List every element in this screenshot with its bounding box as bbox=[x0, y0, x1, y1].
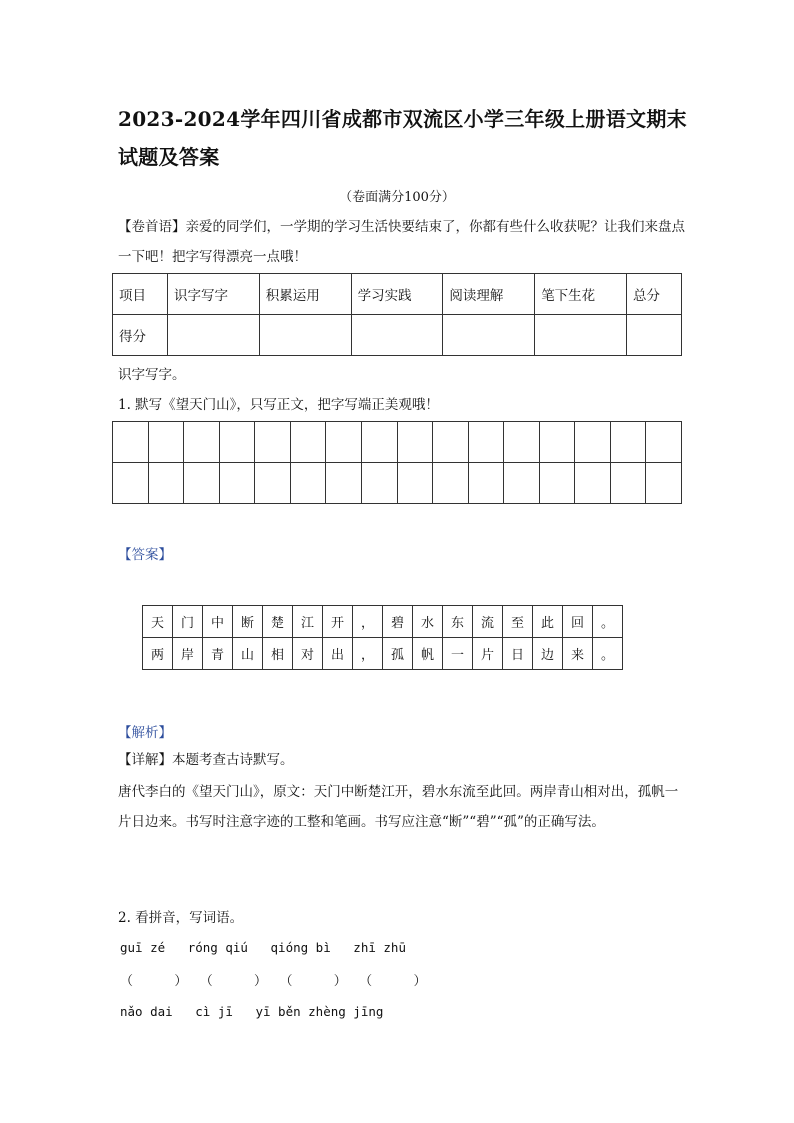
score-input-cell[interactable] bbox=[627, 315, 682, 356]
writing-cell[interactable] bbox=[397, 422, 433, 463]
answer-blanks-row: （ ） （ ） （ ） （ ） bbox=[120, 974, 427, 989]
writing-cell[interactable] bbox=[219, 422, 255, 463]
answer-cell: 流 bbox=[473, 606, 503, 638]
writing-cell[interactable] bbox=[468, 463, 504, 504]
score-header-cell: 总分 bbox=[627, 274, 682, 315]
score-header-cell: 笔下生花 bbox=[535, 274, 627, 315]
score-table bbox=[112, 273, 682, 356]
answer-cell: 来 bbox=[563, 638, 593, 670]
score-header-row bbox=[113, 274, 682, 315]
answer-table bbox=[142, 605, 623, 670]
writing-cell[interactable] bbox=[326, 463, 362, 504]
score-header-cell: 项目 bbox=[113, 274, 168, 315]
answer-cell: 。 bbox=[593, 606, 623, 638]
answer-cell: 边 bbox=[533, 638, 563, 670]
writing-cell[interactable] bbox=[539, 463, 575, 504]
explanation-text: 唐代李白的《望天门山》，原文：天门中断楚江开，碧水东流至此回。两岸青山相对出，孤帆一片日边来。书写时注意字迹的工整和笔画。书写应注意“断”“碧”“孤”的正确写法。 bbox=[118, 784, 679, 830]
writing-cell[interactable] bbox=[610, 422, 646, 463]
pinyin-row: guī zé róng qiú qióng bì zhī zhū bbox=[120, 940, 406, 955]
writing-cell[interactable] bbox=[290, 463, 326, 504]
answer-cell: 回 bbox=[563, 606, 593, 638]
answer-cell: 东 bbox=[443, 606, 473, 638]
score-value-row bbox=[113, 315, 682, 356]
answer-cell: 碧 bbox=[383, 606, 413, 638]
writing-cell[interactable] bbox=[255, 422, 291, 463]
answer-cell: 断 bbox=[233, 606, 263, 638]
answer-cell: 开 bbox=[323, 606, 353, 638]
writing-cell[interactable] bbox=[290, 422, 326, 463]
answer-cell: 至 bbox=[503, 606, 533, 638]
writing-cell[interactable] bbox=[361, 422, 397, 463]
score-input-cell[interactable] bbox=[259, 315, 351, 356]
writing-grid-row bbox=[113, 422, 682, 463]
writing-cell[interactable] bbox=[539, 422, 575, 463]
analysis-label: 【解析】 bbox=[118, 725, 172, 741]
writing-cell[interactable] bbox=[113, 463, 149, 504]
writing-cell[interactable] bbox=[610, 463, 646, 504]
writing-cell[interactable] bbox=[397, 463, 433, 504]
score-input-cell[interactable] bbox=[443, 315, 535, 356]
writing-grid bbox=[112, 421, 682, 504]
writing-cell[interactable] bbox=[504, 422, 540, 463]
answer-cell: 帆 bbox=[413, 638, 443, 670]
score-header-cell: 积累运用 bbox=[259, 274, 351, 315]
answer-cell: ， bbox=[353, 606, 383, 638]
writing-cell[interactable] bbox=[184, 422, 220, 463]
preface-text: 【卷首语】亲爱的同学们，一学期的学习生活快要结束了，你都有些什么收获呢？让我们来盘点一下吧！把字写得漂亮一点哦！ bbox=[118, 219, 685, 265]
answer-cell: 中 bbox=[203, 606, 233, 638]
answer-cell: 水 bbox=[413, 606, 443, 638]
answer-cell: 门 bbox=[173, 606, 203, 638]
answer-cell: 青 bbox=[203, 638, 233, 670]
answer-cell: 日 bbox=[503, 638, 533, 670]
answer-cell: 天 bbox=[143, 606, 173, 638]
writing-cell[interactable] bbox=[219, 463, 255, 504]
answer-cell: 片 bbox=[473, 638, 503, 670]
score-input-cell[interactable] bbox=[535, 315, 627, 356]
writing-cell[interactable] bbox=[326, 422, 362, 463]
answer-row bbox=[143, 638, 623, 670]
writing-cell[interactable] bbox=[433, 422, 469, 463]
question-2: 2. 看拼音，写词语。 bbox=[118, 910, 244, 926]
writing-cell[interactable] bbox=[433, 463, 469, 504]
writing-cell[interactable] bbox=[575, 463, 611, 504]
answer-cell: 楚 bbox=[263, 606, 293, 638]
score-input-cell[interactable] bbox=[351, 315, 443, 356]
answer-cell: 孤 bbox=[383, 638, 413, 670]
detail-text: 【详解】本题考查古诗默写。 bbox=[118, 752, 294, 768]
page-title: 2023-2024学年四川省成都市双流区小学三年级上册语文期末试题及答案 bbox=[118, 107, 687, 169]
answer-cell: 。 bbox=[593, 638, 623, 670]
writing-cell[interactable] bbox=[148, 463, 184, 504]
section-heading: 识字写字。 bbox=[118, 367, 186, 383]
score-header-cell: 阅读理解 bbox=[443, 274, 535, 315]
subtitle: （卷面满分100分） bbox=[339, 190, 455, 205]
writing-cell[interactable] bbox=[148, 422, 184, 463]
pinyin-row: nǎo dai cì jī yī běn zhèng jīng bbox=[120, 1004, 384, 1019]
score-input-cell[interactable] bbox=[168, 315, 260, 356]
score-row-label: 得分 bbox=[113, 315, 168, 356]
answer-cell: 相 bbox=[263, 638, 293, 670]
score-header-cell: 识字写字 bbox=[168, 274, 260, 315]
answer-cell: 此 bbox=[533, 606, 563, 638]
answer-cell: 两 bbox=[143, 638, 173, 670]
writing-cell[interactable] bbox=[646, 422, 682, 463]
answer-row bbox=[143, 606, 623, 638]
writing-cell[interactable] bbox=[361, 463, 397, 504]
writing-cell[interactable] bbox=[255, 463, 291, 504]
writing-cell[interactable] bbox=[575, 422, 611, 463]
score-header-cell: 学习实践 bbox=[351, 274, 443, 315]
writing-grid-row bbox=[113, 463, 682, 504]
writing-cell[interactable] bbox=[468, 422, 504, 463]
question-1: 1. 默写《望天门山》，只写正文，把字写端正美观哦！ bbox=[118, 397, 439, 413]
answer-cell: 江 bbox=[293, 606, 323, 638]
writing-cell[interactable] bbox=[504, 463, 540, 504]
answer-cell: 对 bbox=[293, 638, 323, 670]
answer-cell: 一 bbox=[443, 638, 473, 670]
writing-cell[interactable] bbox=[113, 422, 149, 463]
answer-cell: 出 bbox=[323, 638, 353, 670]
answer-cell: 山 bbox=[233, 638, 263, 670]
answer-cell: ， bbox=[353, 638, 383, 670]
answer-cell: 岸 bbox=[173, 638, 203, 670]
answer-label: 【答案】 bbox=[118, 547, 172, 563]
writing-cell[interactable] bbox=[184, 463, 220, 504]
writing-cell[interactable] bbox=[646, 463, 682, 504]
